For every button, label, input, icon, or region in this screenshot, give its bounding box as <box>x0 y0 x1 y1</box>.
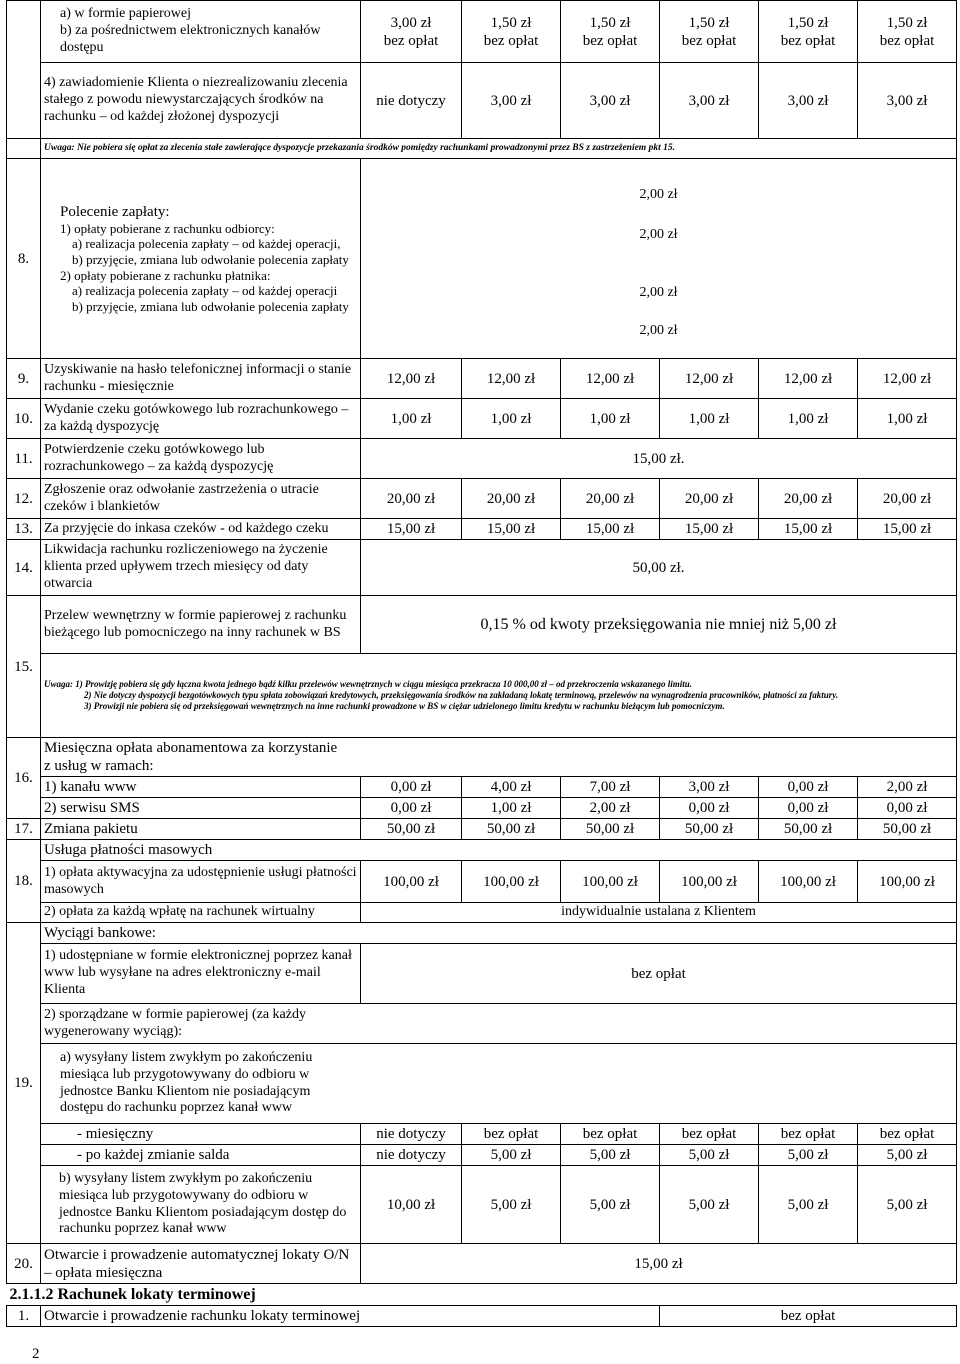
row-20 <box>7 1244 957 1284</box>
value: 50,00 zł <box>361 819 462 840</box>
row-no: 9. <box>7 359 41 399</box>
row-no: 11. <box>7 439 41 479</box>
value: 2,00 zł <box>639 227 678 242</box>
note-row <box>7 139 957 159</box>
value: 1,00 zł <box>361 399 462 439</box>
value: bez opłat <box>660 1124 759 1145</box>
value: 20,00 zł <box>660 479 759 519</box>
row-19-paper <box>7 1004 957 1044</box>
note: Uwaga: 1) Prowizję pobiera się gdy łączna kwota jednego bądź kilku przelewów wewnętrznych w ciągu miesiąca przekracza 10 000,00 zł – od przekroczenia wskazanego limitu. <box>44 679 693 690</box>
value: 1,00 zł <box>660 399 759 439</box>
value: 4,00 zł <box>462 777 561 798</box>
label: Likwidacja rachunku rozliczeniowego na życzenie klienta przed upływem trzech miesięcy od daty otwarcia <box>41 540 361 596</box>
value: 15,00 zł <box>759 519 858 540</box>
value: 5,00 zł <box>759 1145 858 1166</box>
label: Uzyskiwanie na hasło telefonicznej informacji o stanie rachunku - miesięcznie <box>41 359 361 399</box>
fee-table <box>6 0 957 1327</box>
label: Wydanie czeku gotówkowego lub rozrachunkowego – za każdą dyspozycję <box>41 399 361 439</box>
value: 1,00 zł <box>858 399 957 439</box>
value: 20,00 zł <box>462 479 561 519</box>
item-b: b) za pośrednictwem elektronicznych kanałów dostępu <box>60 23 321 55</box>
value: 100,00 zł <box>561 861 660 903</box>
value: 3,00 zł <box>660 777 759 798</box>
item: 1) opłaty pobierane z rachunku odbiorcy: <box>60 220 275 236</box>
value: 15,00 zł <box>858 519 957 540</box>
value: 1,00 zł <box>759 399 858 439</box>
value: 5,00 zł <box>660 1145 759 1166</box>
row-no: 19. <box>7 923 41 1244</box>
value: nie dotyczy <box>361 1124 462 1145</box>
row-no: 1. <box>7 1306 41 1327</box>
value: 50,00 zł <box>858 819 957 840</box>
value: bez opłat <box>780 32 836 49</box>
label: 1) opłata aktywacyjna za udostępnienie usługi płatności masowych <box>41 861 361 903</box>
value: 1,00 zł <box>462 399 561 439</box>
label: Otwarcie i prowadzenie automatycznej lokaty O/N – opłata miesięczna <box>41 1244 361 1284</box>
row-no: 10. <box>7 399 41 439</box>
value: 5,00 zł <box>858 1166 957 1244</box>
item-a: a) w formie papierowej <box>60 6 191 22</box>
value: bez opłat <box>462 1124 561 1145</box>
value: 0,00 zł <box>361 798 462 819</box>
value: 0,00 zł <box>858 798 957 819</box>
value: bez opłat <box>582 32 638 49</box>
value: 3,00 zł <box>759 63 858 139</box>
label: 1) kanału www <box>41 777 361 798</box>
value: 2,00 zł <box>639 187 678 202</box>
item: b) przyjęcie, zmiana lub odwołanie polecenia zapłaty <box>72 298 349 314</box>
value: 15,00 zł <box>660 519 759 540</box>
value: 7,00 zł <box>561 777 660 798</box>
value: 0,00 zł <box>759 777 858 798</box>
label: Otwarcie i prowadzenie rachunku lokaty terminowej <box>41 1306 660 1327</box>
value: 2,00 zł <box>561 798 660 819</box>
row-12 <box>7 479 957 519</box>
row-16-www <box>7 777 957 798</box>
row-19-paper-a <box>7 1044 957 1124</box>
value: 3,00 zł <box>390 14 432 31</box>
value: 10,00 zł <box>361 1166 462 1244</box>
value: 2,00 zł <box>858 777 957 798</box>
value: bez opłat <box>759 1124 858 1145</box>
value: 12,00 zł <box>660 359 759 399</box>
row-19-electronic <box>7 944 957 1004</box>
title: Polecenie zapłaty: <box>60 203 170 220</box>
value: 3,00 zł <box>660 63 759 139</box>
value: 15,00 zł <box>361 519 462 540</box>
label: - po każdej zmianie salda <box>41 1145 361 1166</box>
value: 50,00 zł. <box>361 540 957 596</box>
row-11 <box>7 439 957 479</box>
value: 20,00 zł <box>561 479 660 519</box>
item: b) przyjęcie, zmiana lub odwołanie polecenia zapłaty <box>72 251 349 267</box>
value: 100,00 zł <box>361 861 462 903</box>
note: 3) Prowizji nie pobiera się od przeksięgowań wewnętrznych na inne rachunki prowadzone w BS w ciężar udzielonego limitu kredytu w rachunku bieżącym lub pomocniczym. <box>84 700 725 711</box>
value: 1,50 zł <box>490 14 532 31</box>
row-no: 8. <box>7 159 41 359</box>
value: 1,00 zł <box>561 399 660 439</box>
row-19-monthly <box>7 1124 957 1145</box>
label: - miesięczny <box>41 1124 361 1145</box>
title: Wyciągi bankowe: <box>41 923 957 944</box>
value: bez opłat <box>561 1124 660 1145</box>
row-16-sms <box>7 798 957 819</box>
value: 100,00 zł <box>660 861 759 903</box>
value: 12,00 zł <box>858 359 957 399</box>
row-no: 17. <box>7 819 41 840</box>
value: 50,00 zł <box>462 819 561 840</box>
value: bez opłat <box>879 32 935 49</box>
value: 20,00 zł <box>858 479 957 519</box>
item: a) realizacja polecenia zapłaty – od każdej operacji, <box>72 236 341 252</box>
title: Usługa płatności masowych <box>41 840 957 861</box>
row-19-paper-b <box>7 1166 957 1244</box>
value: bez opłat <box>681 32 737 49</box>
row-9 <box>7 359 957 399</box>
row-13 <box>7 519 957 540</box>
label: 2) serwisu SMS <box>41 798 361 819</box>
value: 100,00 zł <box>462 861 561 903</box>
value: 50,00 zł <box>759 819 858 840</box>
item: 2) opłaty pobierane z rachunku płatnika: <box>60 267 271 283</box>
value: 5,00 zł <box>462 1166 561 1244</box>
row-10 <box>7 399 957 439</box>
value: 50,00 zł <box>561 819 660 840</box>
value: nie dotyczy <box>361 63 462 139</box>
value: 2,00 zł <box>639 323 678 338</box>
value: 0,00 zł <box>759 798 858 819</box>
row-19-balance <box>7 1145 957 1166</box>
value: 20,00 zł <box>361 479 462 519</box>
row-no: 14. <box>7 540 41 596</box>
title: Miesięczna opłata abonamentowa za korzystanie z usług w ramach: <box>41 738 957 777</box>
value: 5,00 zł <box>660 1166 759 1244</box>
value: bez opłat <box>361 944 957 1004</box>
term-row-1 <box>7 1306 957 1327</box>
note: Uwaga: Nie pobiera się opłat za zlecenia stałe zawierające dyspozycje przekazania środków pomiędzy rachunkami prowadzonymi przez BS z zastrzeżeniem pkt 15. <box>41 139 957 159</box>
row-8 <box>7 159 957 359</box>
row-19 <box>7 923 957 944</box>
row-no: 18. <box>7 840 41 923</box>
row-15 <box>7 596 957 654</box>
value: 1,00 zł <box>462 798 561 819</box>
value: 12,00 zł <box>361 359 462 399</box>
value: 5,00 zł <box>462 1145 561 1166</box>
value: 0,00 zł <box>660 798 759 819</box>
value: indywidualnie ustalana z Klientem <box>361 903 957 923</box>
row-no: 12. <box>7 479 41 519</box>
row-18-b <box>7 903 957 923</box>
section-row <box>7 1284 957 1306</box>
label: 2) sporządzane w formie papierowej (za każdy wygenerowany wyciąg): <box>44 1006 306 1039</box>
value: 2,00 zł <box>639 285 678 300</box>
label: a) wysyłany listem zwykłym po zakończeniu miesiąca lub przygotowywany do odbioru w jednostce Banku Klientom nie posiadającym dostępu do rachunku poprzez kanał www <box>60 1049 313 1116</box>
value: 1,50 zł <box>886 14 928 31</box>
row-no: 20. <box>7 1244 41 1284</box>
label: 4) zawiadomienie Klienta o niezrealizowaniu zlecenia stałego z powodu niewystarczających środków na rachunku – od każdej złożonej dyspozycji <box>41 63 361 139</box>
row-17 <box>7 819 957 840</box>
value: 3,00 zł <box>858 63 957 139</box>
value: 20,00 zł <box>759 479 858 519</box>
value: 12,00 zł <box>759 359 858 399</box>
value: 1,50 zł <box>688 14 730 31</box>
item: a) realizacja polecenia zapłaty – od każdej operacji <box>72 283 338 299</box>
label: Przelew wewnętrzny w formie papierowej z rachunku bieżącego lub pomocniczego na inny rachunek w BS <box>41 596 361 654</box>
row-18 <box>7 840 957 861</box>
value: 12,00 zł <box>462 359 561 399</box>
value: 15,00 zł <box>361 1244 957 1284</box>
value: 15,00 zł <box>561 519 660 540</box>
row-no: 16. <box>7 738 41 819</box>
label: Zgłoszenie oraz odwołanie zastrzeżenia o utracie czeków i blankietów <box>41 479 361 519</box>
value: 15,00 zł. <box>361 439 957 479</box>
value: 5,00 zł <box>759 1166 858 1244</box>
value: bez opłat <box>383 32 439 49</box>
note: 2) Nie dotyczy dyspozycji bezgotówkowych typu spłata zobowiązań kredytowych, przeksięgowania środków na zakładaną lokatę terminową, przelewów na wynagrodzenia pracowników, płatności za faktury. <box>84 690 839 701</box>
value: 0,00 zł <box>361 777 462 798</box>
value: 50,00 zł <box>660 819 759 840</box>
row-14 <box>7 540 957 596</box>
value: 5,00 zł <box>561 1166 660 1244</box>
row-3 <box>7 1 957 63</box>
value: 100,00 zł <box>759 861 858 903</box>
row-no: 13. <box>7 519 41 540</box>
label: Zmiana pakietu <box>41 819 361 840</box>
value: 0,15 % od kwoty przeksięgowania nie mniej niż 5,00 zł <box>361 596 957 654</box>
value: 1,50 zł <box>787 14 829 31</box>
value: 3,00 zł <box>462 63 561 139</box>
row-16 <box>7 738 957 777</box>
row-no <box>7 1 41 139</box>
label: Potwierdzenie czeku gotówkowego lub rozrachunkowego – za każdą dyspozycję <box>41 439 361 479</box>
value: 5,00 zł <box>561 1145 660 1166</box>
value: 100,00 zł <box>858 861 957 903</box>
value: 15,00 zł <box>462 519 561 540</box>
row-no: 15. <box>7 596 41 738</box>
value: bez opłat <box>858 1124 957 1145</box>
value: 12,00 zł <box>561 359 660 399</box>
label: 1) udostępniane w formie elektronicznej poprzez kanał www lub wysyłane na adres elektroniczny e-mail Klienta <box>41 944 361 1004</box>
value: nie dotyczy <box>361 1145 462 1166</box>
label: Za przyjęcie do inkasa czeków - od każdego czeku <box>41 519 361 540</box>
section-heading: 2.1.1.2 Rachunek lokaty terminowej <box>7 1284 957 1306</box>
label: 2) opłata za każdą wpłatę na rachunek wirtualny <box>41 903 361 923</box>
value: bez opłat <box>483 32 539 49</box>
value: 1,50 zł <box>589 14 631 31</box>
row-4 <box>7 63 957 139</box>
row-15-notes <box>7 654 957 738</box>
value: bez opłat <box>660 1306 957 1327</box>
label: b) wysyłany listem zwykłym po zakończeniu miesiąca lub przygotowywany do odbioru w jednostce Banku Klientom posiadającym dostęp do rachunku poprzez kanał www <box>41 1166 361 1244</box>
row-18-a <box>7 861 957 903</box>
value: 5,00 zł <box>858 1145 957 1166</box>
value: 3,00 zł <box>561 63 660 139</box>
page-number: 2 <box>32 1346 40 1362</box>
